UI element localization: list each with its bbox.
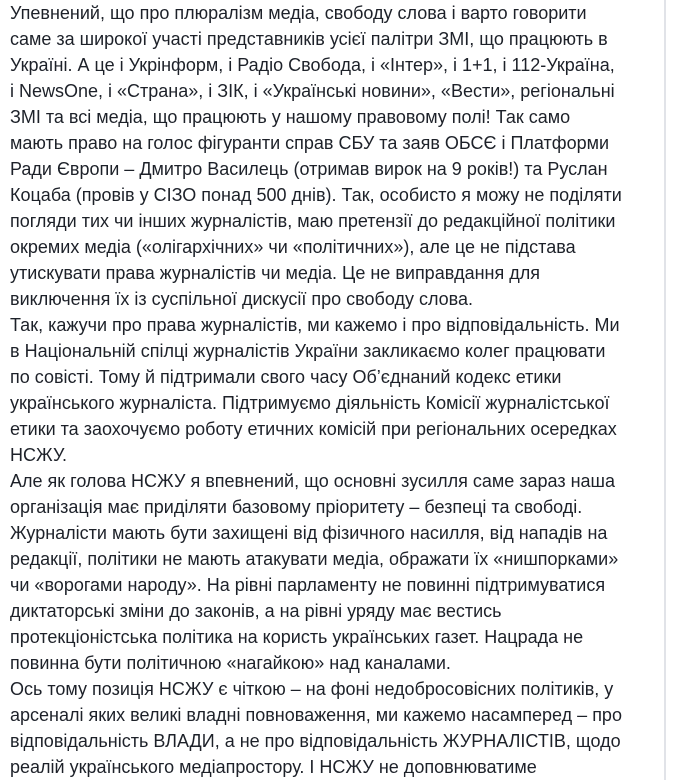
text-line: окремих медіа («олігархічних» чи «політичних»), але це не підстава <box>10 237 576 257</box>
text-line: українського журналіста. Підтримуємо діяльність Комісії журналістської <box>10 393 610 413</box>
text-line: реалій українського медіапростору. І НСЖУ не доповнюватиме <box>10 757 537 777</box>
text-line: в Національній спілці журналістів України закликаємо колег працювати <box>10 341 606 361</box>
text-line: саме за широкої участі представників усієї палітри ЗМІ, що працюють в <box>10 29 608 49</box>
text-line: НСЖУ. <box>10 445 68 465</box>
text-line: Україні. А це і Укрінформ, і Радіо Свобода, і «Інтер», і 1+1, і 112-Україна, <box>10 55 615 75</box>
text-line: відповідальність ВЛАДИ, а не про відповідальність ЖУРНАЛІСТІВ, щодо <box>10 731 621 751</box>
text-line: повинна бути політичною «нагайкою» над каналами. <box>10 653 451 673</box>
text-line: мають право на голос фігуранти справ СБУ та заяв ОБСЄ і Платформи <box>10 133 610 153</box>
post-paragraph <box>10 676 660 780</box>
column-divider <box>664 0 666 780</box>
text-line: по совісті. Тому й підтримали свого часу Об’єднаний кодекс етики <box>10 367 562 387</box>
text-line: Журналісти мають бути захищені від фізичного насилля, від нападів на <box>10 523 608 543</box>
text-line: арсеналі яких великі владні повноваження, ми кажемо насамперед – про <box>10 705 622 725</box>
text-line: диктаторські зміни до законів, а на рівні уряду має вестись <box>10 601 502 621</box>
text-line: Упевнений, що про плюралізм медіа, свободу слова і варто говорити <box>10 3 587 23</box>
text-line: Так, кажучи про права журналістів, ми кажемо і про відповідальність. Ми <box>10 315 620 335</box>
text-line: Ради Європи – Дмитро Василець (отримав вирок на 9 років!) та Руслан <box>10 159 608 179</box>
text-line: ЗМІ та всі медіа, що працюють у нашому правовому полі! Так само <box>10 107 571 127</box>
text-line: чи «ворогами народу». На рівні парламенту не повинні підтримуватися <box>10 575 606 595</box>
text-line: і NewsOne, і «Страна», і ЗІК, і «Українські новини», «Вести», регіональні <box>10 81 615 101</box>
post-paragraph <box>10 312 660 468</box>
text-line: Коцаба (провів у СІЗО понад 500 днів). Так, особисто я можу не поділяти <box>10 185 622 205</box>
post-paragraph <box>10 468 660 676</box>
text-line: виключення їх із суспільної дискусії про свободу слова. <box>10 289 474 309</box>
text-line: організація має приділяти базовому пріоритету – безпеці та свободі. <box>10 497 583 517</box>
text-line: погляди тих чи інших журналістів, маю претензії до редакційної політики <box>10 211 616 231</box>
post-text <box>10 0 660 780</box>
text-line: утискувати права журналістів чи медіа. Це не виправдання для <box>10 263 540 283</box>
text-line: редакції, політики не мають атакувати медіа, ображати їх «нишпорками» <box>10 549 619 569</box>
post-paragraph <box>10 0 660 312</box>
text-line: етики та заохочуємо роботу етичних комісій при регіональних осередках <box>10 419 617 439</box>
text-line: Ось тому позиція НСЖУ є чіткою – на фоні недобросовісних політиків, у <box>10 679 614 699</box>
text-line: протекціоністська політика на користь українських газет. Нацрада не <box>10 627 584 647</box>
text-line: Але як голова НСЖУ я впевнений, що основні зусилля саме зараз наша <box>10 471 615 491</box>
